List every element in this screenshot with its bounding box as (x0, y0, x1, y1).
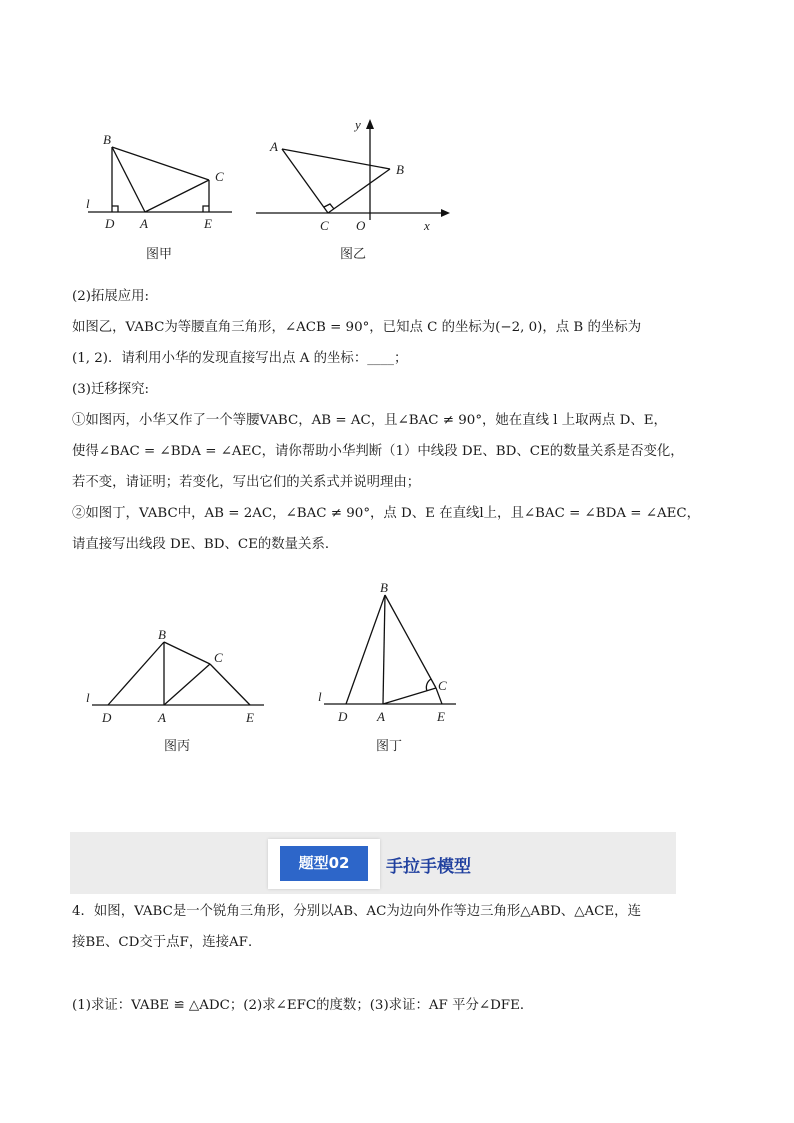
section-badge: 题型02 (280, 846, 368, 881)
figure-ding (316, 578, 466, 764)
segment-ac (282, 149, 328, 213)
label-y: y (355, 117, 361, 132)
label-a: A (140, 216, 148, 231)
x-axis-arrow (441, 209, 450, 217)
figure-jia-svg (80, 128, 240, 268)
label-e: E (204, 216, 212, 231)
segment-bc (164, 642, 210, 664)
label-c: C (215, 169, 224, 184)
part3-line5: 请直接写出线段 DE、BD、CE的数量关系． (72, 537, 339, 552)
label-c: C (214, 650, 223, 665)
segment-cb (328, 169, 390, 213)
segment-bc (385, 595, 436, 688)
q4-line1: 4．如图，VABC是一个锐角三角形，分别以AB、AC为边向外作等边三角形△ABD、△ACE，连 (72, 904, 641, 919)
part3-heading: (3)迁移探究: (72, 382, 150, 397)
label-a: A (158, 710, 166, 725)
part2-heading: (2)拓展应用: (72, 289, 150, 304)
segment-ba (383, 595, 385, 704)
figure-yi-svg (252, 112, 462, 268)
segment-ac (145, 180, 209, 212)
caption-jia: 图甲 (146, 247, 173, 262)
segment-ac (383, 688, 436, 704)
label-o: O (356, 218, 366, 233)
label-l: l (86, 690, 90, 705)
label-d: D (105, 216, 115, 231)
q4-line2: 接BE、CD交于点F，连接AF． (72, 935, 262, 950)
label-b: B (396, 162, 404, 177)
label-l: l (318, 689, 322, 704)
part3-line3: 若不变，请证明；若变化，写出它们的关系式并说明理由； (72, 475, 421, 490)
caption-bing: 图丙 (164, 739, 191, 754)
segment-ce (210, 664, 250, 705)
segment-db (108, 642, 164, 705)
label-c: C (320, 218, 329, 233)
label-c: C (438, 678, 447, 693)
q4-line3: (1)求证：VABE ≌ △ADC；(2)求∠EFC的度数；(3)求证：AF 平分∠DFE． (72, 998, 534, 1013)
part2-line1: 如图乙，VABC为等腰直角三角形，∠ACB = 90°，已知点 C 的坐标为(−2, 0)，点 B 的坐标为 (72, 320, 642, 335)
label-a: A (270, 139, 278, 154)
y-axis-arrow (366, 119, 374, 129)
part2-line2: (1, 2)．请利用小华的发现直接写出点 A 的坐标：____； (72, 351, 408, 366)
figure-yi (252, 112, 462, 268)
label-a: A (377, 709, 385, 724)
part3-line2: 使得∠BAC = ∠BDA = ∠AEC，请你帮助小华判断（1）中线段 DE、BD、CE的数量关系是否变化， (72, 444, 684, 459)
segment-db (346, 595, 385, 704)
label-e: E (437, 709, 445, 724)
label-b: B (158, 627, 166, 642)
label-e: E (246, 710, 254, 725)
label-b: B (103, 132, 111, 147)
label-d: D (338, 709, 348, 724)
figure-bing (84, 624, 274, 764)
caption-yi: 图乙 (340, 247, 367, 262)
caption-ding: 图丁 (376, 739, 403, 754)
label-b: B (380, 580, 388, 595)
part3-line4: ②如图丁，VABC中，AB = 2AC，∠BAC ≠ 90°，点 D、E 在直线l上，且∠BAC = ∠BDA = ∠AEC， (72, 506, 701, 521)
label-d: D (102, 710, 112, 725)
label-l: l (86, 196, 90, 211)
right-angle-d (112, 206, 118, 212)
section-title: 手拉手模型 (386, 857, 471, 877)
segment-ab (282, 149, 390, 169)
figure-ding-svg (316, 578, 466, 764)
figure-bing-svg (84, 624, 274, 764)
label-x: x (424, 218, 430, 233)
part3-line1: ①如图丙，小华又作了一个等腰VABC，AB = AC，且∠BAC ≠ 90°，她在直线 l 上取两点 D、E， (72, 413, 667, 428)
segment-ac (164, 664, 210, 705)
right-angle-e (203, 206, 209, 212)
right-angle-c (324, 204, 334, 209)
figure-jia (80, 128, 240, 268)
